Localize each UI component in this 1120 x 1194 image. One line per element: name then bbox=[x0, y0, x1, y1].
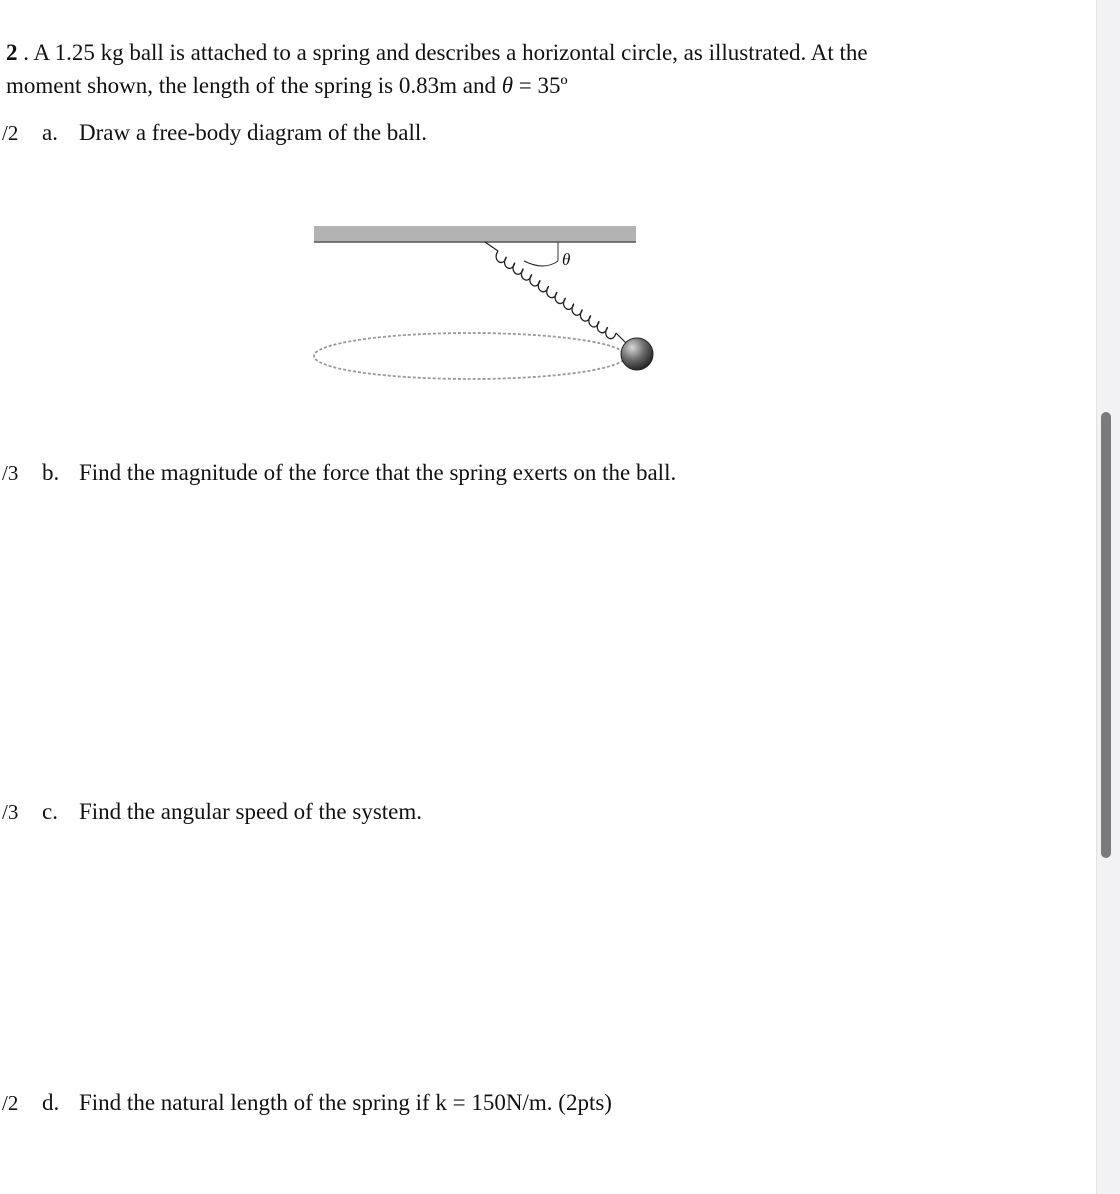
angle-value: = 35º bbox=[513, 73, 568, 98]
part-d-letter: d. bbox=[42, 1090, 60, 1115]
part-a-text: Draw a free-body diagram of the ball. bbox=[79, 120, 428, 145]
question-stem-line-2 bbox=[6, 69, 568, 102]
theta-symbol: θ bbox=[501, 73, 514, 98]
part-b-points: /3 bbox=[2, 461, 19, 485]
part-d-text: Find the natural length of the spring if k = 150N/m. (2pts) bbox=[79, 1090, 612, 1115]
spring-coil bbox=[496, 251, 616, 339]
question-stem-line-1 bbox=[6, 36, 868, 69]
spring-top-lead bbox=[485, 242, 498, 251]
scrollbar-thumb[interactable] bbox=[1101, 412, 1111, 858]
part-c-letter: c. bbox=[42, 799, 58, 824]
part-d-points: /2 bbox=[2, 1091, 19, 1115]
question-stem-text-2: moment shown, the length of the spring is 0.83m and bbox=[6, 73, 502, 98]
part-b-letter: b. bbox=[42, 460, 60, 485]
part-a-points: /2 bbox=[2, 121, 19, 145]
angle-arc bbox=[524, 261, 558, 266]
spring-ball-figure bbox=[300, 215, 670, 395]
part-a-letter: a. bbox=[42, 120, 58, 145]
theta-label: θ bbox=[562, 250, 571, 269]
part-c-points: /3 bbox=[2, 800, 19, 824]
circular-path bbox=[314, 333, 626, 379]
spring-bottom-lead bbox=[616, 333, 626, 343]
ceiling-bar bbox=[314, 226, 636, 242]
part-b-text: Find the magnitude of the force that the spring exerts on the ball. bbox=[79, 460, 677, 485]
question-stem-text: . A 1.25 kg ball is attached to a spring and describes a horizontal circle, as illustrated. At the bbox=[17, 40, 868, 65]
part-c-text: Find the angular speed of the system. bbox=[79, 799, 423, 824]
ball bbox=[621, 338, 653, 370]
question-number: 2 bbox=[6, 40, 18, 65]
